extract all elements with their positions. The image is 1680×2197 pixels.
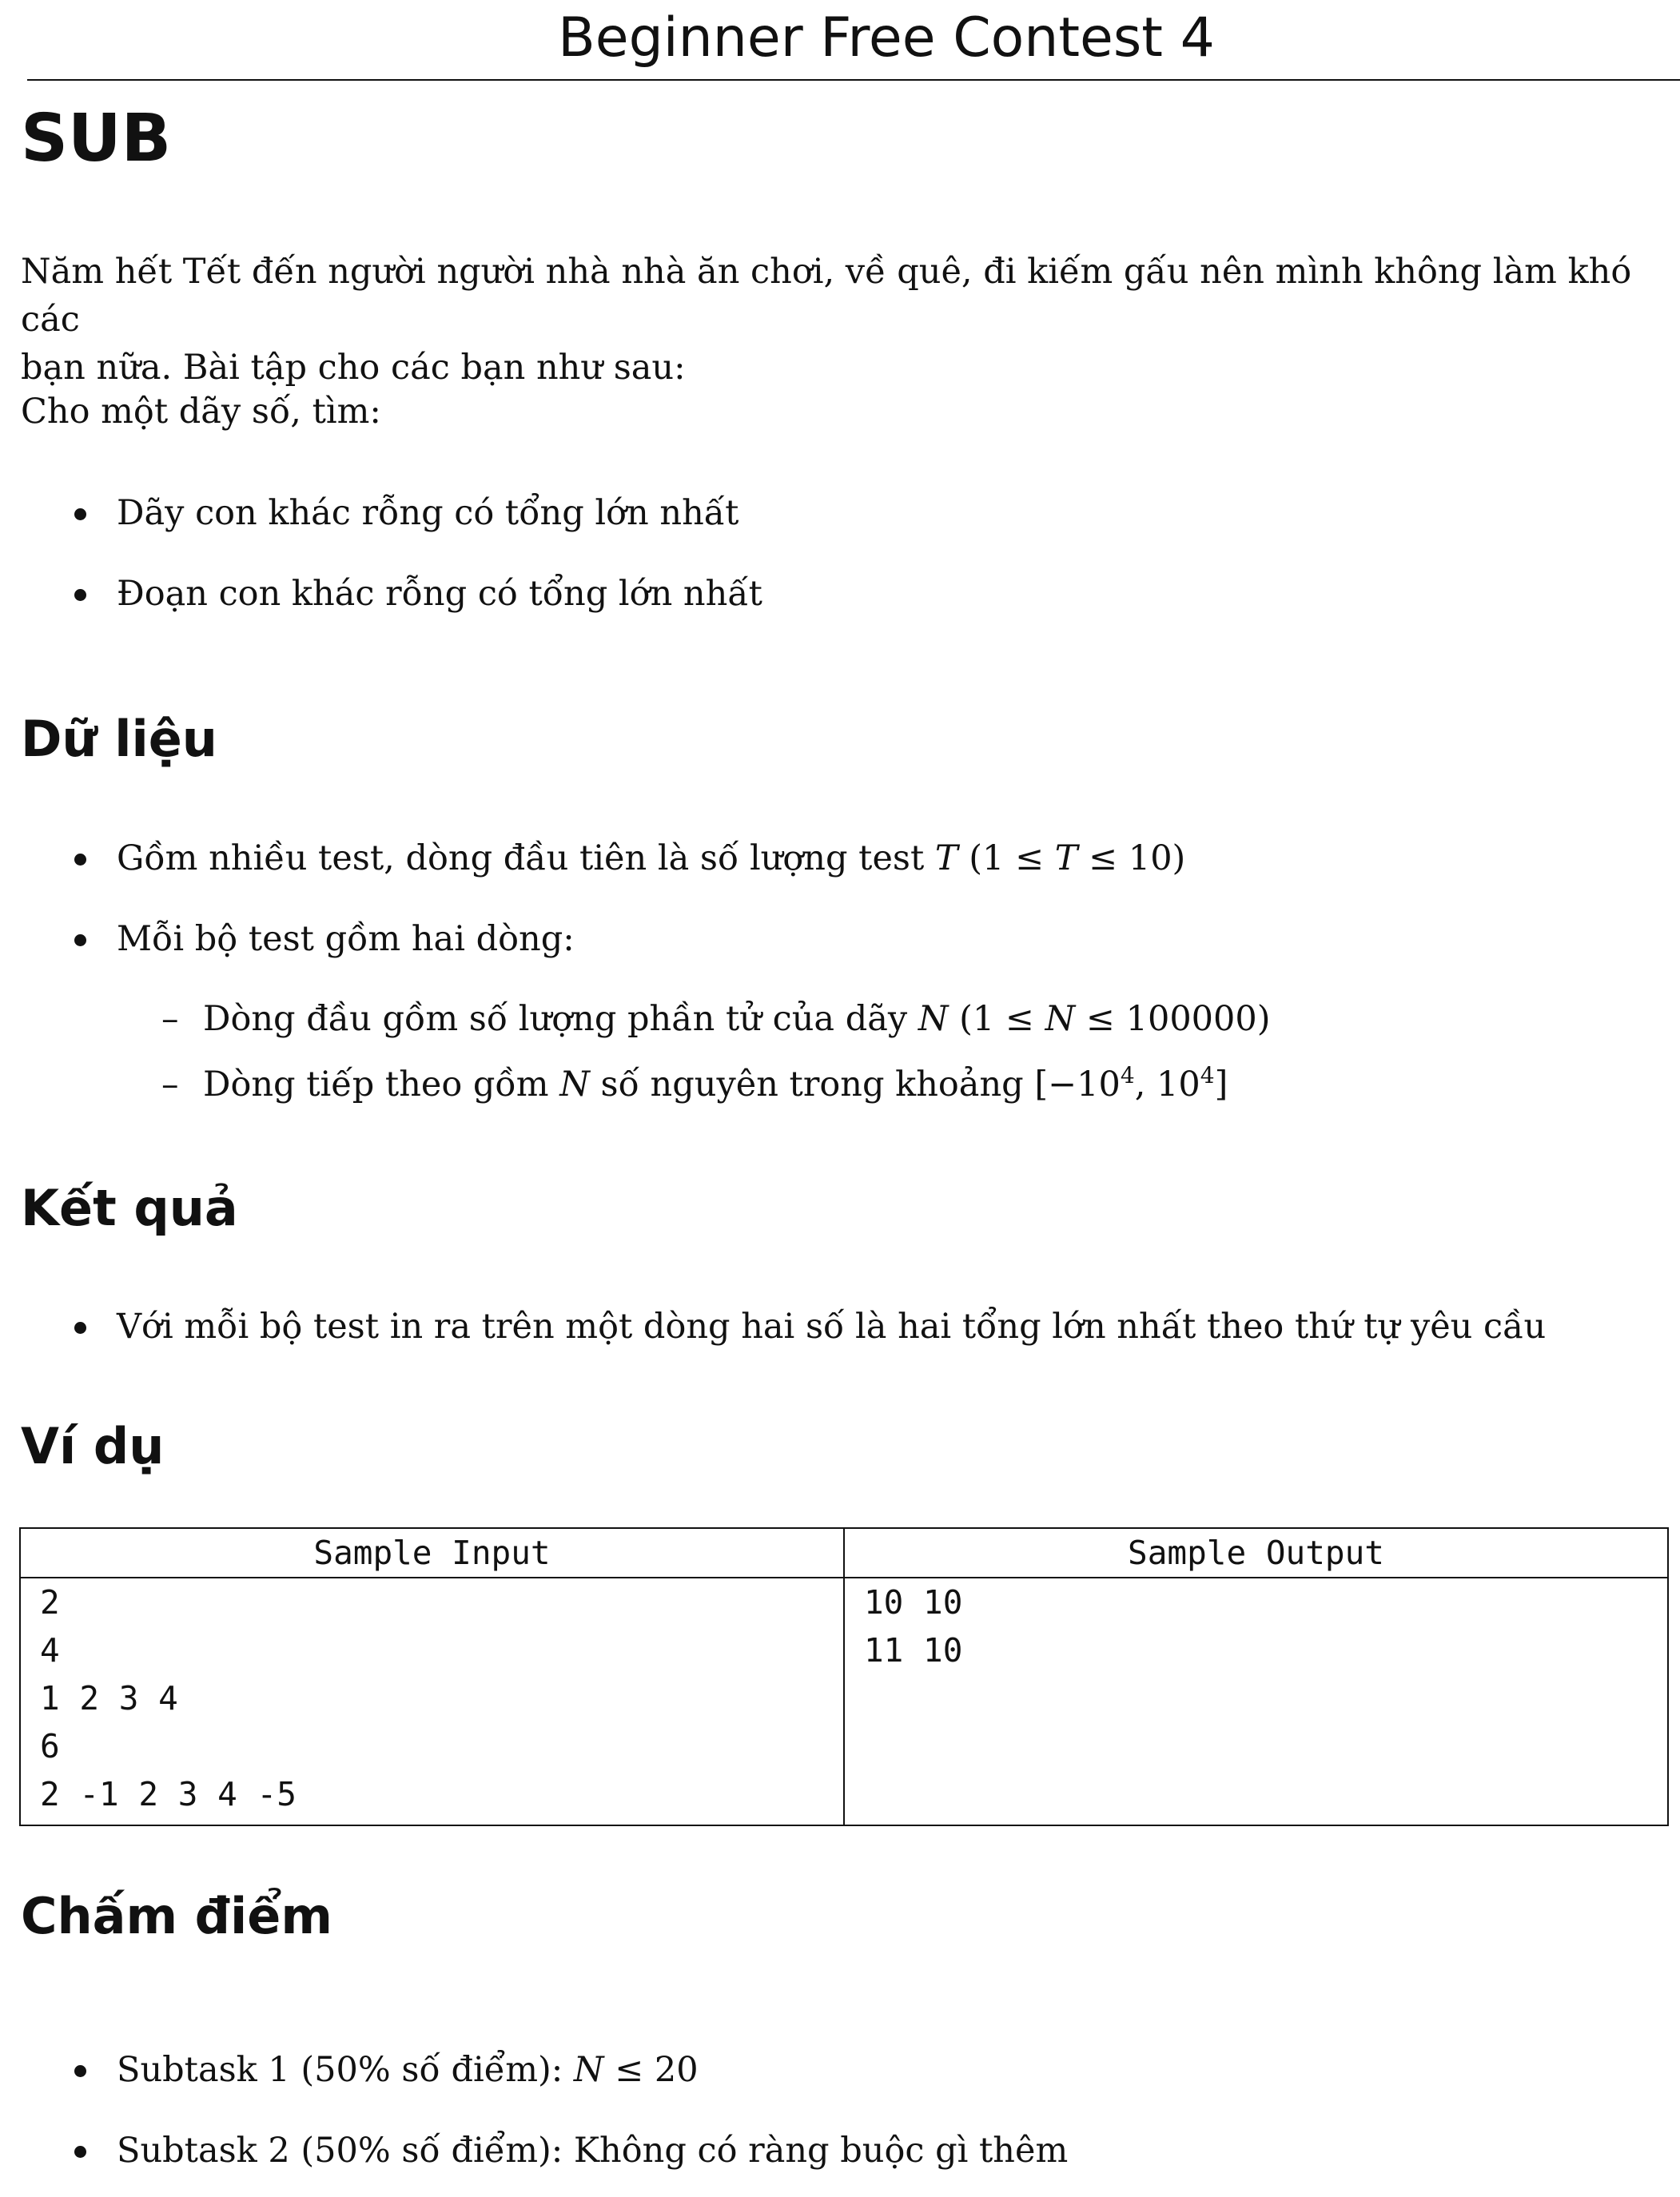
sample-input-line: 6: [40, 1727, 60, 1765]
sub-item-input-2: [161, 1061, 1228, 1108]
intro-line-1: Năm hết Tết đến người người nhà nhà ăn chơi, về quê, đi kiếm gấu nên mình không làm khó các: [21, 252, 1632, 340]
bullet-icon: [74, 2065, 86, 2077]
input-bullet-2: Mỗi bộ test gồm hai dòng:: [117, 919, 575, 959]
sample-input-line: 4: [40, 1631, 60, 1670]
example-heading: Ví dụ: [21, 1417, 165, 1475]
subtask-1-text: Subtask 1 (50% số điểm): N ≤ 20: [117, 2050, 699, 2090]
task-2-text: Đoạn con khác rỗng có tổng lớn nhất: [117, 574, 762, 614]
input-bullet-1: Gồm nhiều test, dòng đầu tiên là số lượng test T (1 ≤ T ≤ 10): [117, 838, 1186, 878]
bullet-icon: [74, 854, 86, 866]
dash-icon: –: [161, 999, 179, 1039]
input-heading: Dữ liệu: [21, 710, 217, 768]
output-bullet-1: Với mỗi bộ test in ra trên một dòng hai số là hai tổng lớn nhất theo thứ tự yêu cầu: [117, 1307, 1547, 1347]
list-item-task-2: [74, 570, 762, 618]
sample-input-cell: [20, 1578, 844, 1825]
bullet-icon: [74, 2146, 86, 2158]
contest-title: Beginner Free Contest 4: [558, 6, 1215, 70]
header-divider: [27, 79, 1680, 81]
sample-input-header: Sample Input: [20, 1528, 844, 1578]
sub-item-input-1: [161, 995, 1271, 1043]
bullet-icon: [74, 1322, 86, 1334]
list-item-output-1: [74, 1303, 1546, 1351]
list-item-input-2: [74, 915, 575, 963]
list-item-task-1: [74, 489, 738, 537]
sample-output-header: Sample Output: [844, 1528, 1668, 1578]
task-intro: Cho một dãy số, tìm:: [21, 392, 381, 432]
sample-output-cell: [844, 1578, 1668, 1825]
dash-icon: –: [161, 1065, 179, 1104]
intro-line-2: bạn nữa. Bài tập cho các bạn như sau:: [21, 348, 686, 388]
list-item-subtask-1: [74, 2046, 699, 2094]
output-heading: Kết quả: [21, 1179, 238, 1237]
sample-input-line: 2: [40, 1583, 60, 1622]
sample-input-line: 1 2 3 4: [40, 1679, 178, 1717]
scoring-heading: Chấm điểm: [21, 1887, 332, 1945]
sample-input-line: 2 -1 2 3 4 -5: [40, 1775, 297, 1813]
problem-intro: [21, 248, 1675, 392]
sub-item-1-text: Dòng đầu gồm số lượng phần tử của dãy N (1 ≤ N ≤ 100000): [203, 999, 1271, 1039]
bullet-icon: [74, 508, 86, 520]
list-item-subtask-2: [74, 2127, 1068, 2175]
bullet-icon: [74, 589, 86, 601]
sample-table: [19, 1527, 1669, 1826]
bullet-icon: [74, 934, 86, 946]
problem-title: SUB: [21, 101, 172, 177]
subtask-2-text: Subtask 2 (50% số điểm): Không có ràng buộc gì thêm: [117, 2131, 1069, 2171]
sample-output-line: 11 10: [864, 1631, 963, 1670]
sub-item-2-text: Dòng tiếp theo gồm N số nguyên trong khoảng [$-10^4$, $10^4$]: [203, 1062, 1228, 1104]
list-item-input-1: [74, 834, 1185, 882]
task-1-text: Dãy con khác rỗng có tổng lớn nhất: [117, 493, 739, 533]
sample-output-line: 10 10: [864, 1583, 963, 1622]
